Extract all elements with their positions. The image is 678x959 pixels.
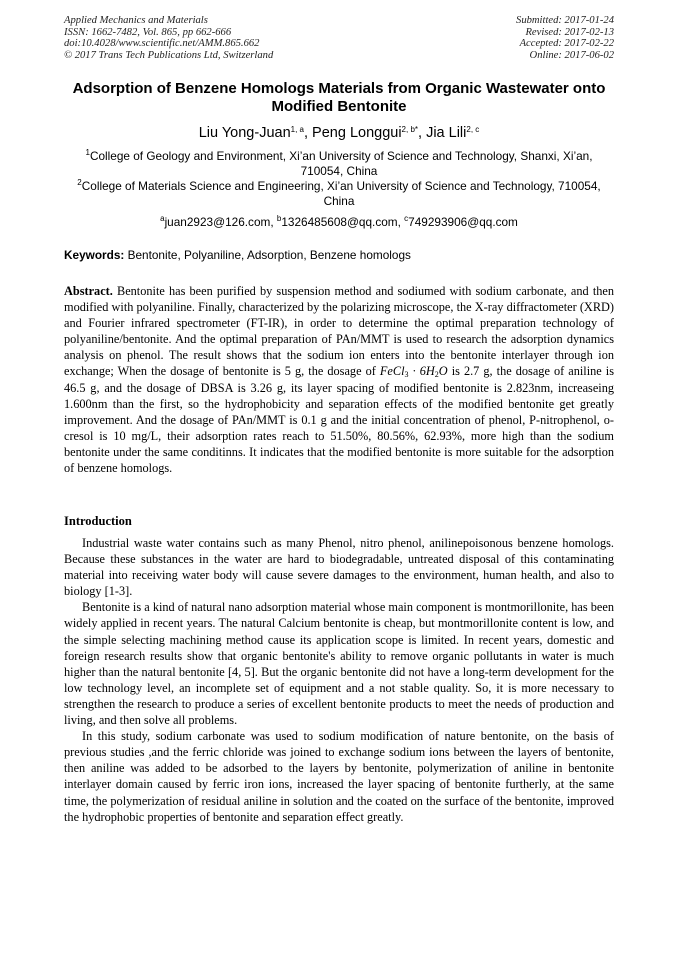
affiliation-mark: 1 bbox=[85, 148, 90, 157]
author-name: Peng Longgui bbox=[312, 125, 402, 141]
email-mark: b bbox=[276, 214, 282, 223]
paragraph: Bentonite is a kind of natural nano adsorption material whose main component is montmorillonite, has been widely applied in recent years. The natural Calcium bentonite is cheap, but montmorillonite content is low, and the simple selecting machining method cause its application scope is limited. In recent years, domestic and foreign research results show that organic bentonite's ability to remove organic pollutants in water is much higher than the natural bentonite [4, 5]. But the organic bentonite did not have a long-term development for the low technology level, an incomplete set of equipment and a not stable quality. So, it is more necessary to strengthen the research to produce a series of excellent bentonite products to meet the needs of production and living, and then solve all problems. bbox=[64, 600, 614, 728]
keywords-label: Keywords: bbox=[64, 248, 125, 262]
section-heading: Introduction bbox=[64, 514, 132, 528]
journal-issn: ISSN: 1662-7482, Vol. 865, pp 662-666 bbox=[64, 26, 232, 38]
author-affiliation-mark: 2, c bbox=[466, 125, 480, 134]
accepted-date: Accepted: 2017-02-22 bbox=[519, 38, 614, 50]
affiliation-text: College of Materials Science and Engineering, Xi’an University of Science and Technology, 710054, China bbox=[81, 179, 601, 208]
author-emails bbox=[64, 215, 614, 230]
keywords bbox=[64, 248, 614, 263]
abstract-label: Abstract. bbox=[64, 284, 113, 298]
author-separator: , bbox=[418, 125, 427, 141]
abstract bbox=[64, 283, 614, 476]
journal-copyright: © 2017 Trans Tech Publications Ltd, Switzerland bbox=[64, 49, 274, 61]
author-list bbox=[64, 124, 614, 142]
affiliation-mark: 2 bbox=[77, 178, 82, 187]
submitted-date: Submitted: 2017-01-24 bbox=[516, 15, 614, 26]
journal-info bbox=[64, 15, 273, 61]
affiliation bbox=[64, 179, 614, 209]
email-address: juan2923@126.com, bbox=[164, 215, 277, 229]
introduction-body bbox=[64, 535, 614, 825]
email-mark: c bbox=[404, 214, 409, 223]
journal-name: Applied Mechanics and Materials bbox=[64, 15, 208, 26]
affiliation-text: College of Geology and Environment, Xi’an University of Science and Technology, Shanxi, Xi’an, 710054, China bbox=[89, 149, 593, 178]
affiliation bbox=[64, 149, 614, 179]
revised-date: Revised: 2017-02-13 bbox=[525, 26, 614, 38]
abstract-text: is 2.7 g, the dosage of aniline is 46.5 g, and the dosage of DBSA is 3.26 g, its layer spacing of modified bentonite is 2.823nm, increaseing 1.600nm than the first, so the hydrophobicity and separation effects of the modified bentonite get greatly improvement. And the dosage of PAn/MMT is 0.1 g and the initial concentration of phenol, P-nitrophenol, o-cresol is 10 mg/L, their adsorption rates reach to 51.50%, 80.56%, 62.93%, more high than the sodium bentonite under the same conditinns. It indicates that the modified bentonite is more suitable for the adsorption of benzene homologs. bbox=[64, 364, 615, 476]
email-mark: a bbox=[160, 214, 165, 223]
chemical-formula: FeCl$_3$ · $6H_2O$ bbox=[379, 364, 448, 380]
paragraph: Industrial waste water contains such as many Phenol, nitro phenol, anilinepoisonous benzene homologs. Because these substances in the water are hard to biodegradable, untreated disposal of this contaminating material into receiving water body will cause severe damages to the environment, human health, and also to biology [1-3]. bbox=[64, 536, 614, 599]
journal-doi: doi:10.4028/www.scientific.net/AMM.865.662 bbox=[64, 38, 260, 50]
paragraph: In this study, sodium carbonate was used to sodium modification of nature bentonite, on the basis of previous studies ,and the ferric chloride was joined to exchange sodium ions between the layers of bentonite, then aniline was added to be adsorbed to the layers by bentonite, polymerization of aniline in bentonite interlayer domain caused by ferric iron ions, increased the layer spacing of bentonite furtherly, at the same time, the polymerization of residual aniline in solution and the coated on the surface of the bentonite, improved the hydrophobic properties of bentonite and separation effect greatly. bbox=[64, 729, 614, 824]
author-separator: , bbox=[303, 125, 313, 141]
email-address: 749293906@qq.com bbox=[408, 215, 518, 229]
publication-dates bbox=[516, 15, 614, 61]
author-name: Liu Yong-Juan bbox=[198, 125, 291, 141]
online-date: Online: 2017-06-02 bbox=[529, 49, 614, 61]
author-affiliation-mark: 1, a bbox=[290, 125, 304, 134]
paper-title: Adsorption of Benzene Homologs Materials from Organic Wastewater onto Modified Bentonite bbox=[72, 80, 606, 115]
author-affiliation-mark: 2, b* bbox=[401, 125, 419, 134]
abstract-text: Bentonite has been purified by suspension method and sodiumed with sodium carbonate, and then modified with polyaniline. Finally, characterized by the polarizing microscope, the X-ray diffractometer (XRD) and Fourier infrared spectrometer (FT-IR), in order to determine the optimal preparation technology of polyaniline/bentonite. And the optimal preparation of PAn/MMT is used to research the adsorption dynamics analysis on phenol. The result shows that the sodium ion enters into the bentonite interlayer through ion exchange; When the dosage of bentonite is 5 g, the dosage of bbox=[64, 284, 614, 379]
author-name: Jia Lili bbox=[426, 125, 467, 141]
email-address: 1326485608@qq.com, bbox=[281, 215, 405, 229]
keywords-text: Bentonite, Polyaniline, Adsorption, Benzene homologs bbox=[124, 248, 411, 262]
